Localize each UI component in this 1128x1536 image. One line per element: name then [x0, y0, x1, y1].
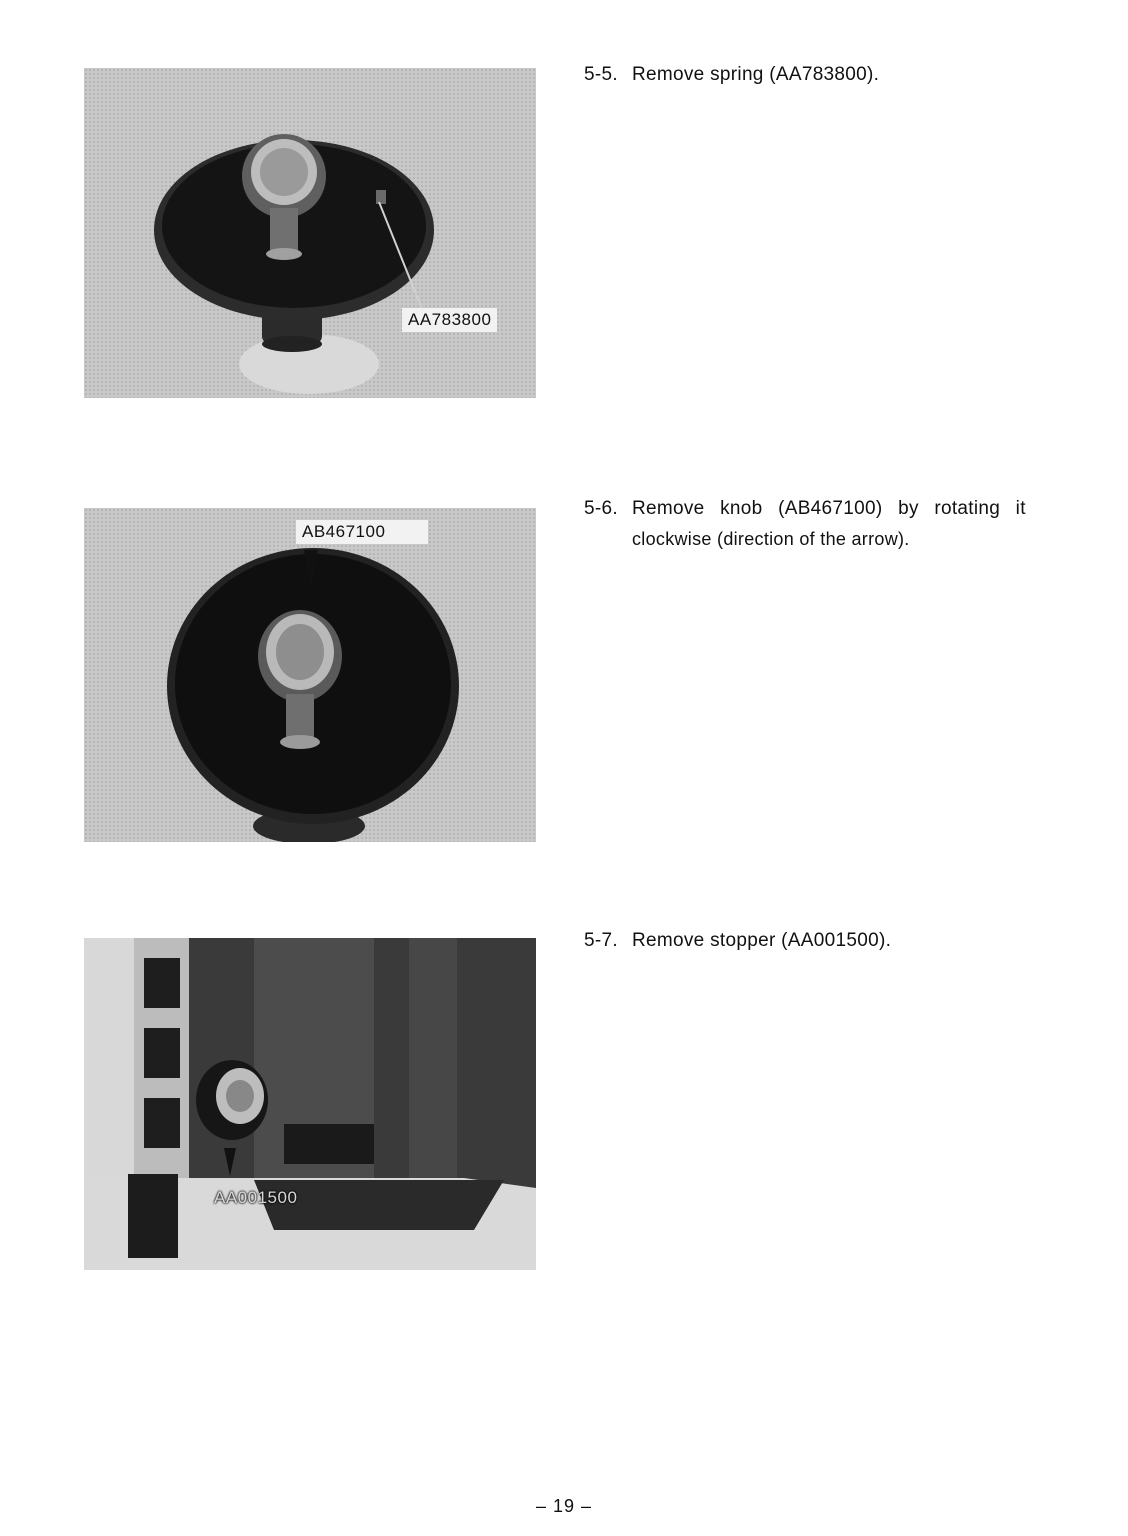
photo-knob — [84, 508, 536, 842]
callout-AA001500: AA001500 — [214, 1188, 298, 1207]
step-text: Remove stopper (AA001500). — [632, 930, 892, 951]
spring-illustration — [84, 68, 536, 398]
photo-spring — [84, 68, 536, 398]
step-text-line-1: Remove knob (AB467100) by rotating it — [632, 498, 1026, 519]
step-5-6 — [584, 494, 1060, 554]
step-number: 5-6. — [584, 498, 618, 519]
photo-stopper — [84, 938, 536, 1270]
knob-illustration — [84, 508, 536, 842]
page-number: – 19 – — [535, 1496, 593, 1516]
step-number: 5-5. — [584, 64, 618, 85]
step-number: 5-7. — [584, 930, 618, 951]
step-5-5 — [584, 60, 1060, 90]
step-text: Remove spring (AA783800). — [632, 64, 880, 85]
step-5-7 — [584, 926, 1060, 956]
stopper-illustration — [84, 938, 536, 1270]
callout-AB467100: AB467100 — [296, 520, 428, 544]
callout-AA783800: AA783800 — [402, 308, 497, 332]
step-text-line-2: clockwise (direction of the arrow). — [632, 529, 910, 549]
